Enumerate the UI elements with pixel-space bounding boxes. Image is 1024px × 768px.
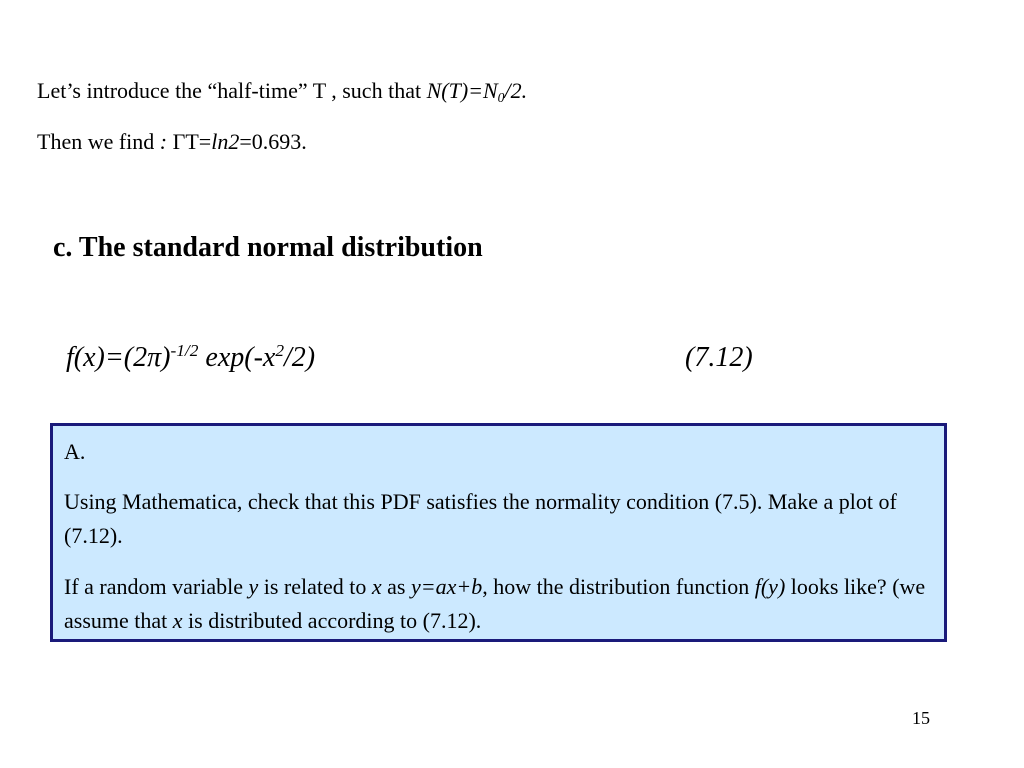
para2-text-e: looks like? (we assume that <box>64 574 926 633</box>
var-y: y <box>248 574 259 599</box>
exercise-paragraph-2 <box>64 570 933 638</box>
para2-text-f: is distributed according to (7.12). <box>182 608 482 633</box>
formula-rhs-b: /2) <box>284 342 316 373</box>
ln2-term: ln2 <box>211 129 240 154</box>
formula-subscript-zero: 0 <box>497 90 505 106</box>
formula-rhs-a: exp(-x <box>198 342 276 373</box>
intro-line2-colon: : <box>159 129 173 154</box>
normal-pdf-formula <box>66 340 315 379</box>
intro-line1-formula <box>426 78 528 106</box>
section-heading: c. The standard normal distribution <box>53 232 483 263</box>
intro-line-result <box>37 127 307 157</box>
result-value: =0.693. <box>239 129 307 154</box>
exercise-box <box>50 423 947 642</box>
formula-exponent-two: 2 <box>275 340 285 360</box>
formula-exponent-minus-half: -1/2 <box>170 340 199 360</box>
equation-number: (7.12) <box>685 342 753 373</box>
linear-relation: y=ax+b <box>410 574 483 599</box>
function-f-of-y: f(y) <box>754 574 786 599</box>
var-x-2: x <box>172 608 183 633</box>
para2-text-d: , how the distribution function <box>482 574 755 599</box>
intro-line2-text: Then we find <box>37 129 160 154</box>
formula-lhs-b: ) <box>161 342 171 373</box>
exercise-title: A. <box>64 439 86 464</box>
para2-text-a: If a random variable <box>64 574 249 599</box>
intro-line1-text: Let’s introduce the “half-time” T , such that <box>37 78 427 103</box>
gamma-t-equals: ΓT= <box>172 129 212 154</box>
para2-text-b: is related to <box>258 574 372 599</box>
pi-symbol: π <box>147 342 162 373</box>
intro-line-half-time <box>37 76 527 109</box>
para2-text-c: as <box>381 574 411 599</box>
exercise-paragraph-1: Using Mathematica, check that this PDF satisfies the normality condition (7.5). Make a plot of (7.12). <box>64 489 897 548</box>
formula-over-two: /2. <box>504 78 528 103</box>
page-number: 15 <box>912 708 930 728</box>
formula-lhs-a: f(x)=(2 <box>66 342 148 373</box>
var-x: x <box>371 574 382 599</box>
formula-n-of-t: N(T)=N <box>426 78 498 103</box>
